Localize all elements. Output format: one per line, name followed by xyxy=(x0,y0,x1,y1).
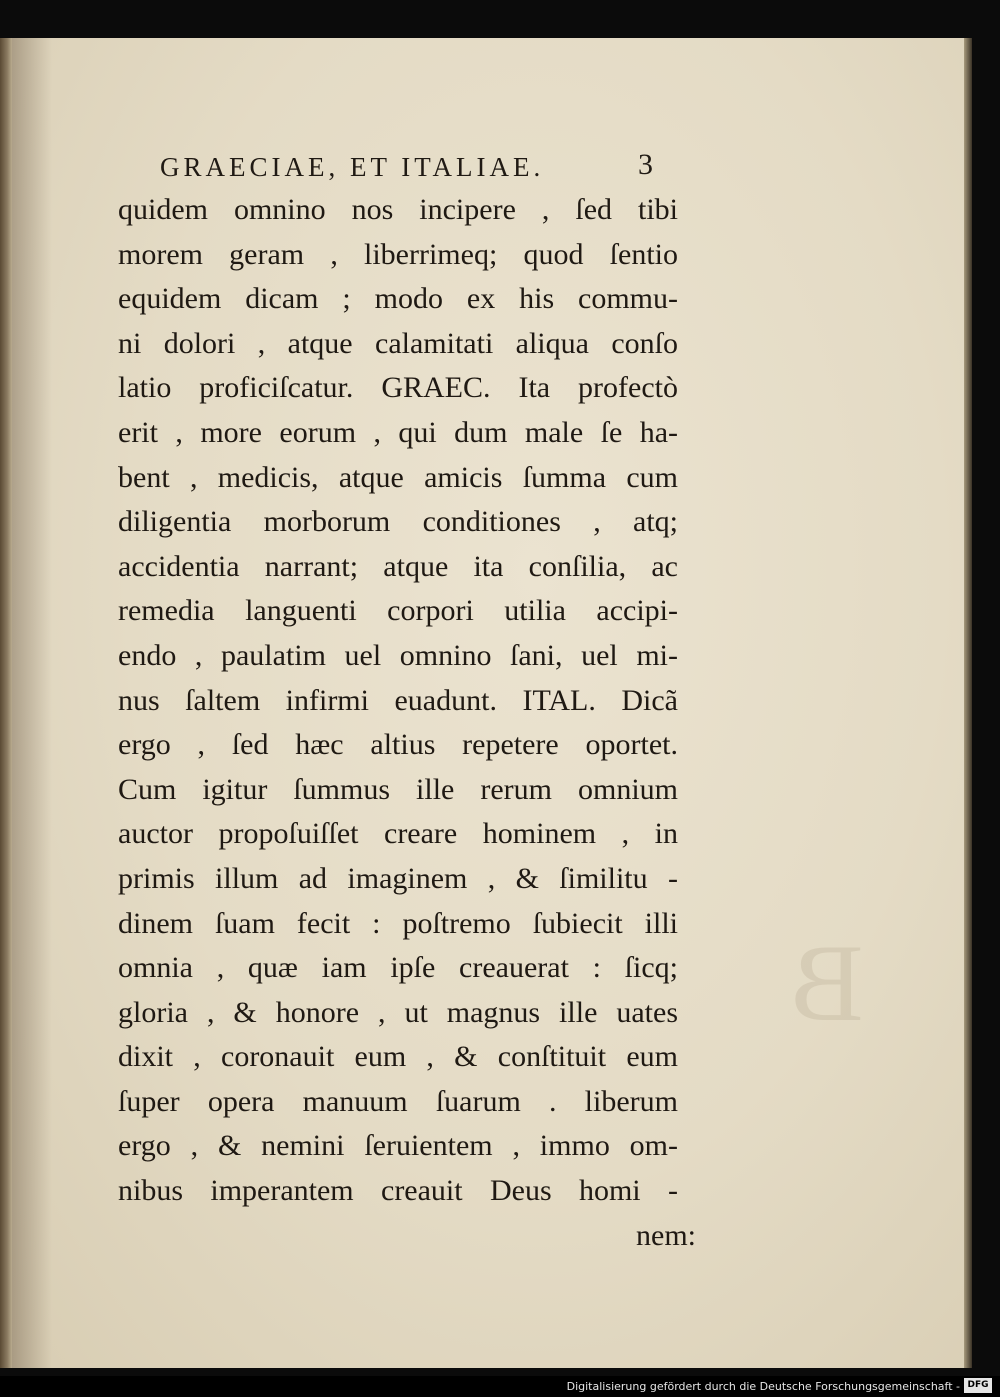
text-line: erit , more eorum , qui dum male ſe ha- xyxy=(118,415,678,449)
text-line: bent , medicis, atque amicis ſumma cum xyxy=(118,460,678,494)
text-line: omnia , quæ iam ipſe creauerat : ſicq; xyxy=(118,951,678,985)
text-line: equidem dicam ; modo ex his commu- xyxy=(118,282,678,316)
page-number: 3 xyxy=(638,148,653,181)
text-line: endo , paulatim uel omnino ſani, uel mi- xyxy=(118,638,678,672)
digitization-credit: Digitalisierung gefördert durch die Deutsche Forschungsgemeinschaft - xyxy=(566,1380,960,1393)
text-line: quidem omnino nos incipere , ſed tibi xyxy=(118,193,678,226)
text-line: remedia languenti corpori utilia accipi- xyxy=(118,594,678,628)
text-line: accidentia narrant; atque ita conſilia, ac xyxy=(118,549,678,583)
text-line: Cum igitur ſummus ille rerum omnium xyxy=(118,772,678,806)
text-line: ergo , & nemini ſeruientem , immo om- xyxy=(118,1129,678,1163)
text-line: auctor propoſuiſſet creare hominem , in xyxy=(118,817,678,851)
text-line: morem geram , liberrimeq; quod ſentio xyxy=(118,237,678,271)
text-line: primis illum ad imaginem , & ſimilitu - xyxy=(118,861,678,895)
page-left-edge xyxy=(0,38,12,1368)
text-line: dinem ſuam fecit : poſtremo ſubiecit illi xyxy=(118,906,678,940)
text-line: nibus imperantem creauit Deus homi - xyxy=(118,1174,678,1208)
running-head xyxy=(160,148,660,183)
text-line: gloria , & honore , ut magnus ille uates xyxy=(118,995,678,1029)
bleed-through-mark: B xyxy=(790,922,864,1044)
text-line: ſuper opera manuum ſuarum . liberum xyxy=(118,1084,678,1118)
running-head-title: GRAECIAE, ET ITALIAE. xyxy=(160,152,545,182)
spine-shadow xyxy=(12,38,52,1368)
text-line: latio proficiſcatur. GRAEC. Ita profectò xyxy=(118,371,678,405)
text-line: ni dolori , atque calamitati aliqua conſo xyxy=(118,326,678,360)
text-line: diligentia morborum conditiones , atq; xyxy=(118,505,678,539)
page-right-edge xyxy=(964,38,972,1368)
body-text xyxy=(118,188,718,1258)
text-line: ergo , ſed hæc altius repetere oportet. xyxy=(118,728,678,762)
text-line-catchword: nem: xyxy=(636,1218,696,1252)
text-line: nus ſaltem infirmi euadunt. ITAL. Dicã xyxy=(118,683,678,717)
text-line: dixit , coronauit eum , & conſtituit eum xyxy=(118,1040,678,1074)
dfg-logo: DFG xyxy=(964,1378,992,1393)
